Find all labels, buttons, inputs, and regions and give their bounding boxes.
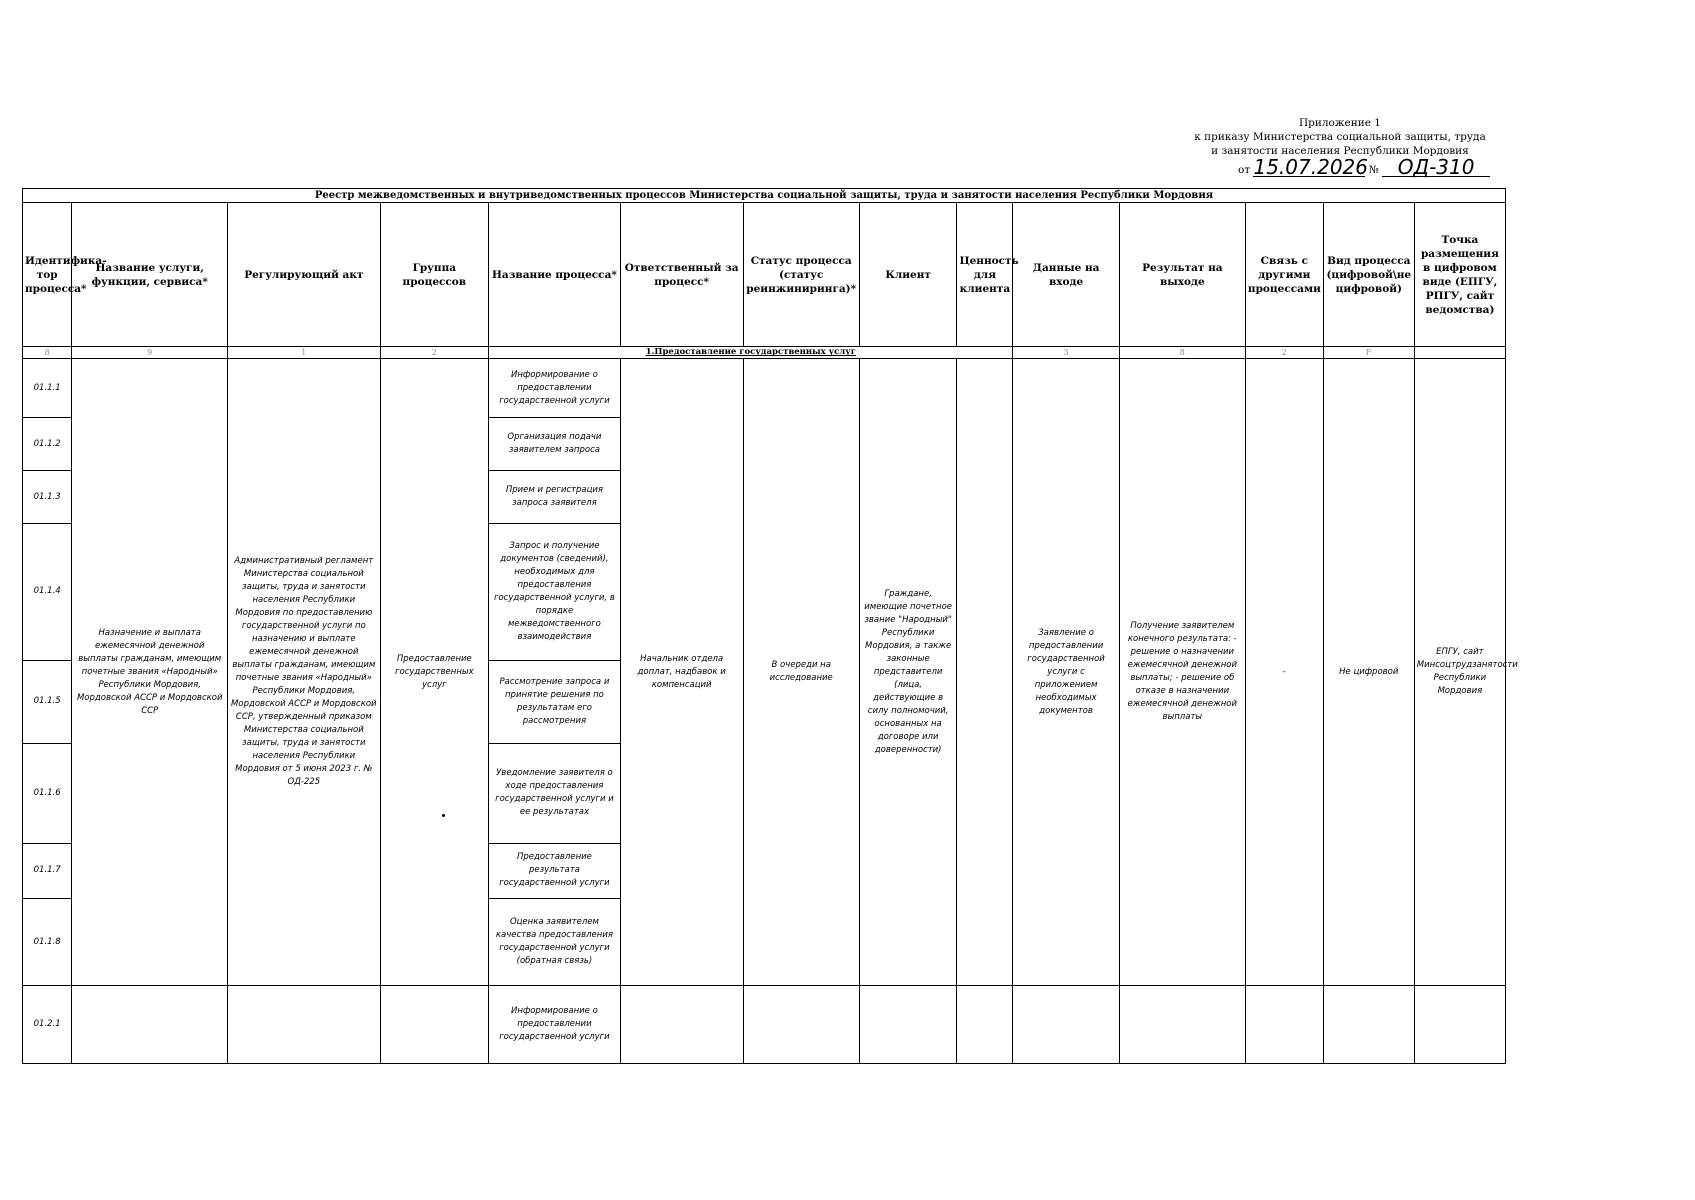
table-title-row	[23, 189, 1506, 203]
header-status: Статус процесса (статус реинжиниринга)*	[743, 203, 859, 347]
process-links: -	[1245, 359, 1323, 986]
process-group: Предоставление государственных услуг	[380, 359, 489, 986]
process-name: Запрос и получение документов (сведений), необходимых для предоставления государственной услуги, в порядке межведомственного взаимодействия	[489, 524, 621, 660]
client: Граждане, имеющие почетное звание "Народный" Республики Мордовия, а также законные представители (лица, действующие в силу полномочий, основанных на договоре или доверенности)	[859, 359, 957, 986]
regulating-act: Административный регламент Министерства социальной защиты, труда и занятости населения Республики Мордовия по предоставлению государственной услуги по назначению и выплате ежемесячной денежной выплаты гражданам, имеющим почетные звания «Народный» Республики Мордовия, Мордовской АССР и Мордовской ССР, утвержденный приказом Министерства социальной защиты, труда и занятости населения Республики Мордовия от 5 июня 2023 г. № ОД-225	[228, 359, 380, 986]
section-noise: 1	[228, 346, 380, 358]
process-name: Рассмотрение запроса и принятие решения по результатам его рассмотрения	[489, 660, 621, 744]
process-id: 01.1.8	[23, 898, 72, 986]
process-id: 01.1.4	[23, 524, 72, 660]
header-links: Связь с другими процессами	[1245, 203, 1323, 347]
process-name: Прием и регистрация запроса заявителя	[489, 471, 621, 524]
header-client: Клиент	[859, 203, 957, 347]
header-value: Ценность для клиента	[957, 203, 1013, 347]
header-point: Точка размещения в цифровом виде (ЕПГУ, РПГУ, сайт ведомства)	[1414, 203, 1505, 347]
section-title: 1.Предоставление государственных услуг	[645, 347, 856, 358]
process-name: Организация подачи заявителем запроса	[489, 418, 621, 471]
empty-cell	[859, 986, 957, 1064]
empty-cell	[72, 986, 228, 1064]
digital-point: ЕПГУ, сайт Минсоцтрудзанятости Республики Мордовия	[1414, 359, 1505, 986]
section-noise: 2	[1245, 346, 1323, 358]
header-id: Идентифика-тор процесса*	[23, 203, 72, 347]
process-name: Уведомление заявителя о ходе предоставления государственной услуги и ее результатах	[489, 744, 621, 844]
appendix-block	[1180, 116, 1500, 177]
table-row	[23, 359, 1506, 418]
scan-speck	[442, 814, 445, 817]
order-date-line	[1180, 155, 1500, 179]
process-id: 01.1.3	[23, 471, 72, 524]
table-row	[23, 986, 1506, 1064]
header-service-name: Название услуги, функции, сервиса*	[72, 203, 228, 347]
section-row	[23, 346, 1506, 358]
section-noise: F	[1323, 346, 1414, 358]
empty-cell	[228, 986, 380, 1064]
process-kind: Не цифровой	[1323, 359, 1414, 986]
empty-cell	[1013, 986, 1119, 1064]
process-name: Информирование о предоставлении государственной услуги	[489, 986, 621, 1064]
handwritten-number: ОД-310	[1382, 158, 1490, 177]
header-group: Группа процессов	[380, 203, 489, 347]
appendix-line-3: и занятости населения Республики Мордовия	[1211, 145, 1469, 157]
process-id: 01.1.1	[23, 359, 72, 418]
empty-cell	[743, 986, 859, 1064]
section-noise: 8	[1119, 346, 1245, 358]
number-prefix: №	[1368, 164, 1379, 176]
header-input: Данные на входе	[1013, 203, 1119, 347]
process-id: 01.1.5	[23, 660, 72, 744]
section-noise: 9	[72, 346, 228, 358]
empty-cell	[957, 986, 1013, 1064]
empty-cell	[1323, 986, 1414, 1064]
empty-cell	[380, 986, 489, 1064]
process-id: 01.2.1	[23, 986, 72, 1064]
empty-cell	[1119, 986, 1245, 1064]
responsible: Начальник отдела доплат, надбавок и компенсаций	[620, 359, 743, 986]
process-status: В очереди на исследование	[743, 359, 859, 986]
header-act: Регулирующий акт	[228, 203, 380, 347]
process-name: Информирование о предоставлении государственной услуги	[489, 359, 621, 418]
section-noise: 8	[23, 346, 72, 358]
section-title-cell	[489, 346, 1013, 358]
appendix-title: Приложение 1	[1299, 117, 1381, 129]
output-result: Получение заявителем конечного результата: - решение о назначении ежемесячной денежной выплаты; - решение об отказе в назначении ежемесячной денежной выплаты	[1119, 359, 1245, 986]
table-title: Реестр межведомственных и внутриведомственных процессов Министерства социальной защиты, труда и занятости населения Республики Мордовия	[23, 189, 1506, 203]
empty-cell	[1245, 986, 1323, 1064]
section-noise: 2	[380, 346, 489, 358]
section-noise: 3	[1013, 346, 1119, 358]
header-responsible: Ответственный за процесс*	[620, 203, 743, 347]
process-id: 01.1.7	[23, 843, 72, 898]
from-prefix: от	[1238, 164, 1251, 176]
section-empty-cell	[1414, 346, 1505, 358]
header-kind: Вид процесса (цифровой\не цифровой)	[1323, 203, 1414, 347]
client-value	[957, 359, 1013, 986]
header-process-name: Название процесса*	[489, 203, 621, 347]
header-output: Результат на выходе	[1119, 203, 1245, 347]
process-id: 01.1.2	[23, 418, 72, 471]
handwritten-date: 15.07.2026	[1253, 155, 1368, 179]
process-registry-table	[22, 188, 1518, 1064]
process-name: Оценка заявителем качества предоставления государственной услуги (обратная связь)	[489, 898, 621, 986]
input-data: Заявление о предоставлении государственной услуги с приложением необходимых документов	[1013, 359, 1119, 986]
empty-cell	[1414, 986, 1505, 1064]
empty-cell	[620, 986, 743, 1064]
service-name: Назначение и выплата ежемесячной денежной выплаты гражданам, имеющим почетные звания «Народный» Республики Мордовия, Мордовской АССР и Мордовской ССР	[72, 359, 228, 986]
appendix-line-2: к приказу Министерства социальной защиты, труда	[1194, 131, 1486, 143]
header-row	[23, 203, 1506, 347]
process-name: Предоставление результата государственной услуги	[489, 843, 621, 898]
process-id: 01.1.6	[23, 744, 72, 844]
